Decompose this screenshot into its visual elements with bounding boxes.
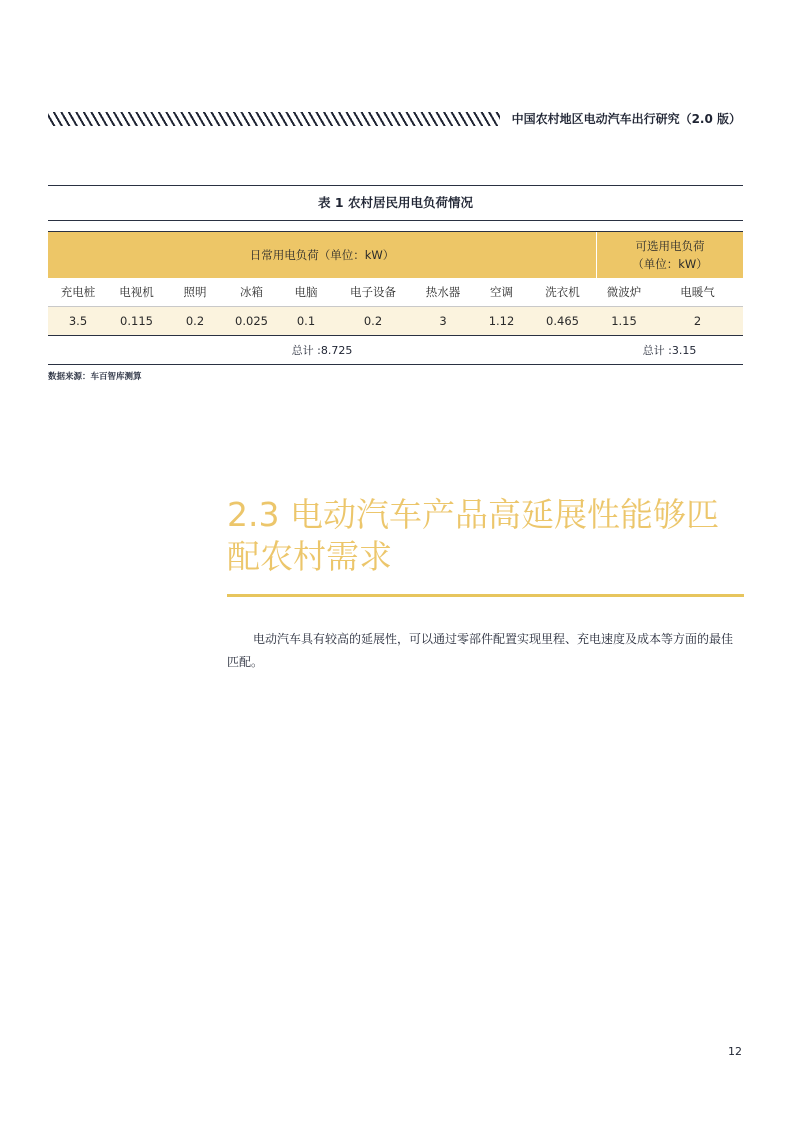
optional-load-header (597, 232, 743, 278)
table-cell: 0.465 (546, 314, 579, 328)
page-number: 12 (728, 1045, 742, 1058)
running-head: 中国农村地区电动汽车出行研究（2.0 版） (511, 112, 741, 126)
table-cell: 3 (439, 314, 447, 328)
section-heading-rule (227, 594, 744, 597)
table-row-appliances (48, 278, 743, 307)
column-header: 充电桩 (60, 285, 96, 299)
table-cell: 3.5 (68, 314, 88, 328)
total-optional: 总计 :3.15 (642, 344, 697, 357)
body-paragraph: 电动汽车具有较高的延展性，可以通过零部件配置实现里程、充电速度及成本等方面的最佳匹配。 (227, 632, 734, 669)
section-heading-line1: 2.3 电动汽车产品高延展性能够匹 (227, 495, 719, 534)
column-header: 电视机 (119, 285, 154, 299)
column-header: 电暖气 (680, 285, 715, 299)
table-cell: 1.15 (611, 314, 637, 328)
table-cell: 1.12 (488, 314, 515, 328)
table-cell: 0.1 (296, 314, 316, 328)
table-cell: 0.2 (185, 314, 205, 328)
table-caption: 表 1 农村居民用电负荷情况 (318, 195, 473, 210)
column-header: 洗衣机 (545, 285, 580, 299)
table-cell: 0.025 (235, 314, 268, 328)
column-header: 冰箱 (240, 285, 263, 299)
table-row-totals (48, 336, 743, 365)
optional-header-line2: （单位：kW） (632, 257, 708, 271)
load-table (48, 185, 743, 365)
column-header: 微波炉 (606, 285, 642, 299)
column-header: 热水器 (425, 285, 461, 299)
table-header-band (48, 231, 743, 278)
column-header: 电子设备 (350, 285, 396, 299)
table-row-values (48, 307, 743, 336)
header-hatch-decoration (48, 112, 500, 126)
table-cell: 0.115 (120, 314, 153, 328)
total-daily: 总计 :8.725 (291, 344, 353, 357)
table-cell: 0.2 (363, 314, 383, 328)
column-header: 电脑 (294, 285, 318, 299)
data-source-note: 数据来源：车百智库测算 (48, 372, 142, 382)
optional-header-line1: 可选用电负荷 (635, 239, 705, 253)
column-header: 空调 (490, 285, 513, 299)
daily-load-header: 日常用电负荷（单位：kW） (48, 232, 597, 278)
section-heading-line2: 配农村需求 (227, 537, 392, 576)
table-cell: 2 (693, 314, 702, 328)
column-header: 照明 (183, 285, 207, 299)
section-heading (227, 494, 747, 578)
